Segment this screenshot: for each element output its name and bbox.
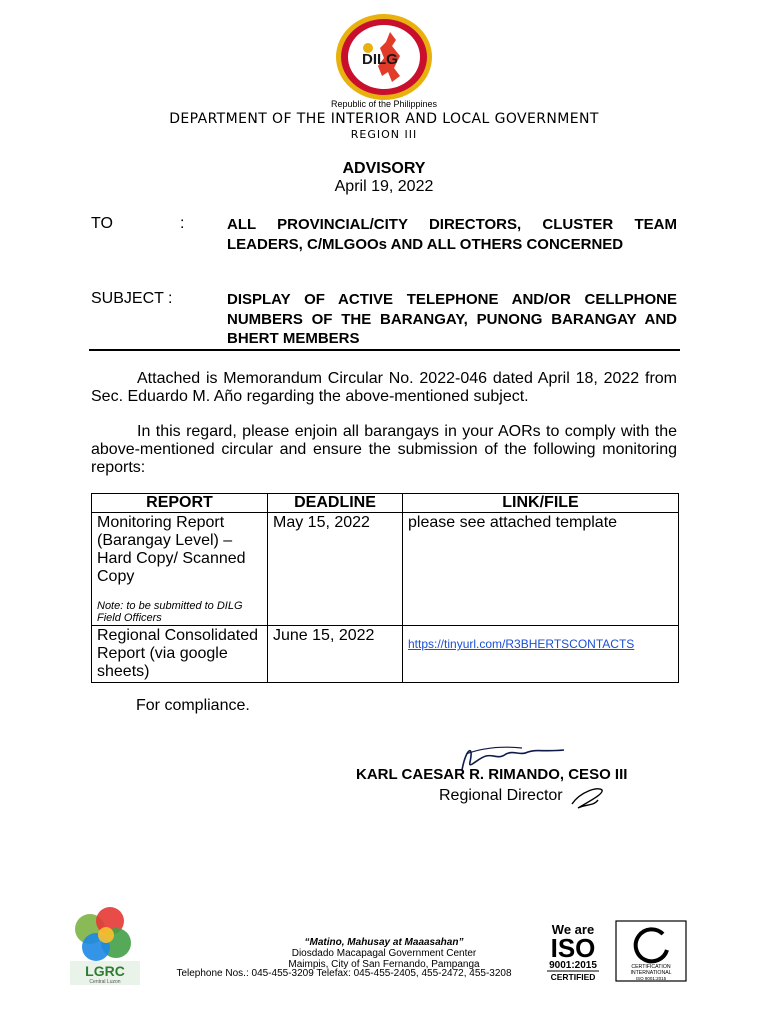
svg-text:ISO 9001:2015: ISO 9001:2015 xyxy=(635,976,667,981)
advisory-title: ADVISORY xyxy=(342,160,426,177)
column-header: DEADLINE xyxy=(268,494,403,513)
to-recipients: ALL PROVINCIAL/CITY DIRECTORS, CLUSTER TEAM LEADERS, C/MLGOOs AND ALL OTHERS CONCERNED xyxy=(227,216,677,253)
link-cell xyxy=(403,626,679,683)
column-header: LINK/FILE xyxy=(403,494,679,513)
table-row xyxy=(92,626,679,683)
closing-line: For compliance. xyxy=(136,697,250,714)
initial-mark xyxy=(568,784,608,810)
deadline-cell: May 15, 2022 xyxy=(268,513,403,626)
certification-international-badge xyxy=(615,920,687,982)
report-name: Monitoring Report (Barangay Level) – Hard Copy/ Scanned Copy xyxy=(97,514,246,585)
signatory-title: Regional Director xyxy=(439,787,563,804)
to-label: TO xyxy=(91,215,113,232)
table-header-row xyxy=(92,494,679,513)
footer-motto: “Matino, Mahusay at Maaasahan” xyxy=(304,937,464,948)
svg-text:9001:2015: 9001:2015 xyxy=(549,960,597,971)
footer-phone-numbers: Telephone Nos.: 045-455-3209 Telefax: 045-455-2405, 455-2472, 455-3208 xyxy=(176,968,512,979)
link-cell: please see attached template xyxy=(403,513,679,626)
svg-text:CERTIFIED: CERTIFIED xyxy=(550,972,596,982)
iso-certified-badge xyxy=(541,920,605,982)
republic-line: Republic of the Philippines xyxy=(330,99,438,109)
footer-address-line-2: Maimpis, City of San Fernando, Pampanga xyxy=(288,959,480,970)
advisory-date: April 19, 2022 xyxy=(334,178,434,195)
deadline-cell: June 15, 2022 xyxy=(268,626,403,683)
report-cell xyxy=(92,513,268,626)
footer-address-line-1: Diosdado Macapagal Government Center xyxy=(291,948,477,959)
svg-text:DILG: DILG xyxy=(362,51,398,68)
department-name: DEPARTMENT OF THE INTERIOR AND LOCAL GOVERNMENT xyxy=(169,111,599,127)
svg-text:LGRC: LGRC xyxy=(85,963,125,979)
dilg-seal-logo xyxy=(334,12,434,102)
body-paragraph-2: In this regard, please enjoin all barangays in your AORs to comply with the above-mentioned circular and ensure the submission of the following monitoring reports: xyxy=(91,423,677,476)
report-note: Note: to be submitted to DILG Field Officers xyxy=(97,600,243,624)
svg-text:CERTIFICATION: CERTIFICATION xyxy=(631,964,671,970)
report-cell: Regional Consolidated Report (via google sheets) xyxy=(92,626,268,683)
subject-label: SUBJECT : xyxy=(91,290,173,307)
to-colon: : xyxy=(180,215,185,232)
body-paragraph-1: Attached is Memorandum Circular No. 2022-046 dated April 18, 2022 from Sec. Eduardo M. Año regarding the above-mentioned subject. xyxy=(91,370,677,405)
reports-table xyxy=(91,493,679,683)
region-name: REGION III xyxy=(350,128,418,141)
svg-text:Central Luzon: Central Luzon xyxy=(89,979,121,985)
svg-text:ISO: ISO xyxy=(550,933,596,963)
table-row xyxy=(92,513,679,626)
header-divider xyxy=(89,349,680,351)
bhert-contacts-link[interactable]: https://tinyurl.com/R3BHERTSCONTACTS xyxy=(408,637,635,651)
subject-text: DISPLAY OF ACTIVE TELEPHONE AND/OR CELLPHONE NUMBERS OF THE BARANGAY, PUNONG BARANGAY AND BHERT MEMBERS xyxy=(227,291,677,347)
column-header: REPORT xyxy=(92,494,268,513)
signatory-name: KARL CAESAR R. RIMANDO, CESO III xyxy=(356,766,628,783)
svg-text:INTERNATIONAL: INTERNATIONAL xyxy=(630,970,672,976)
svg-text:We are: We are xyxy=(551,922,595,937)
